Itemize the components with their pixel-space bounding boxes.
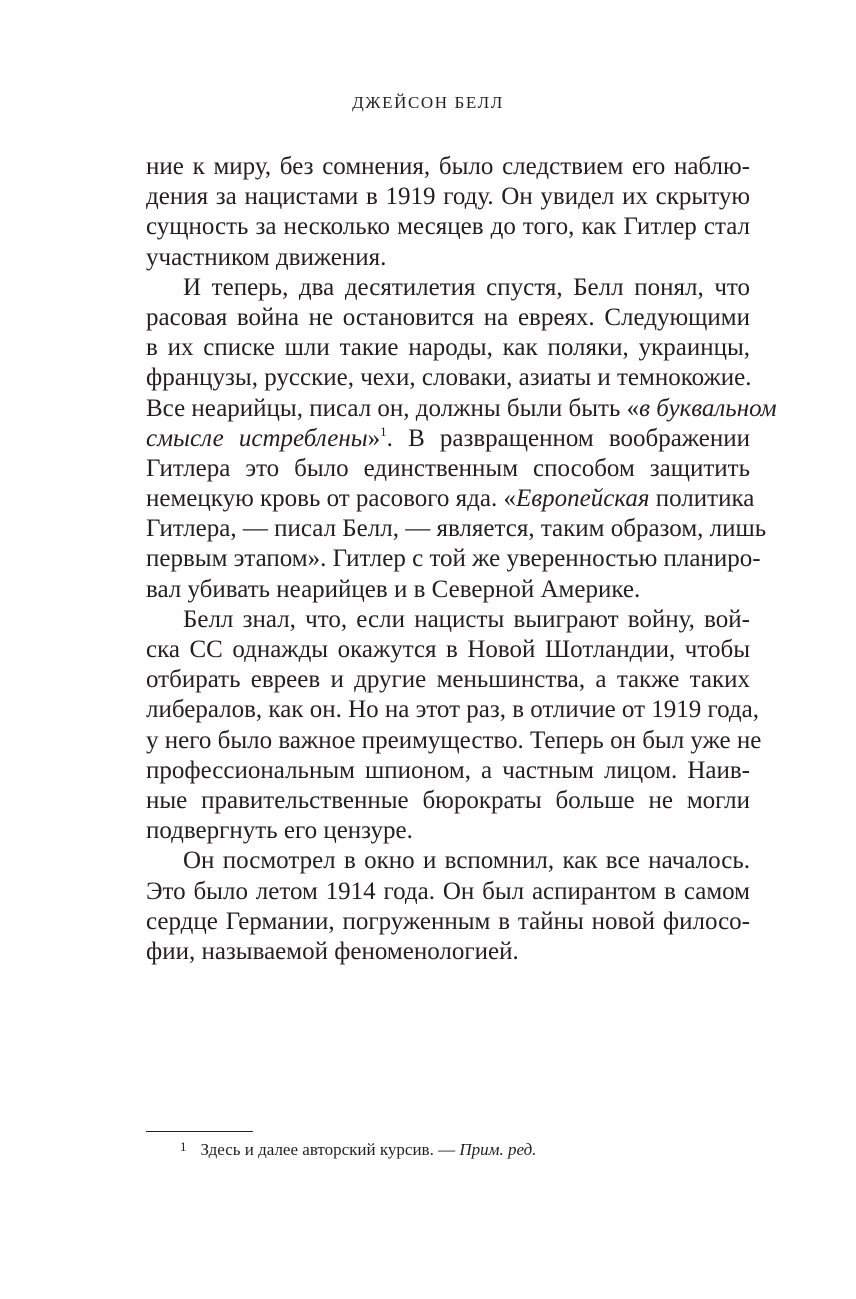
text-line: либералов, как он. Но на этот раз, в отличие от 1919 года, [146, 696, 760, 724]
text-line [146, 424, 750, 454]
text-line: отбирать евреев и другие меньшинства, а также таких [146, 666, 750, 694]
footnote-mark: 1 [180, 1139, 187, 1154]
footnote [180, 1139, 536, 1162]
text-line: первым этапом». Гитлер с той же уверенностью планиро- [146, 545, 761, 573]
text-run: » [367, 424, 381, 452]
body-text [146, 152, 777, 967]
text-line: Он посмотрел в окно и вспомнил, как все началось. [183, 847, 750, 875]
text-run: . В развращенном воображении [386, 424, 750, 452]
text-line: ска СС однажды окажутся в Новой Шотландии, чтобы [146, 636, 750, 663]
text-line: сердце Германии, погруженным в тайны новой филосо- [146, 907, 750, 935]
text-line: французы, русские, чехи, словаки, азиаты и темнокожие. [146, 364, 752, 392]
italic-run: Европейская [515, 485, 650, 513]
text-run: немецкую кровь от расового яда. « [146, 485, 516, 513]
text-line: Это было летом 1914 года. Он был аспирантом в самом [146, 877, 750, 905]
text-line: в их списке шли такие народы, как поляки, украинцы, [146, 334, 750, 362]
text-run: политика [649, 485, 755, 513]
text-run: Все неарийцы, писал он, должны были быть « [146, 394, 640, 422]
text-line: ние к миру, без сомнения, было следствием его наблю- [146, 153, 750, 180]
text-line: И теперь, два десятилетия спустя, Белл понял, что [183, 273, 750, 301]
text-line: сущность за несколько месяцев до того, как Гитлер стал [146, 213, 750, 241]
text-line: Белл знал, что, если нацисты выиграют войну, вой- [183, 605, 750, 633]
footnote-text [201, 1140, 537, 1159]
text-line: дения за нацистами в 1919 году. Он увидел их скрытую [146, 183, 750, 211]
text-line: расовая война не остановится на евреях. Следующими [146, 303, 750, 331]
text-line: подвергнуть его цензуре. [146, 817, 413, 845]
text-line: вал убивать неарийцев и в Северной Америке. [146, 575, 641, 603]
text-line [146, 484, 755, 514]
text-line [146, 394, 777, 424]
text-line: участником движения. [146, 243, 387, 271]
text-line: профессиональным шпионом, а частным лицом. Наив- [146, 756, 750, 784]
text-line: ные правительственные бюрократы больше не могли [146, 786, 750, 814]
italic-run: смысле истреблены [146, 424, 368, 452]
italic-run: Прим. ред. [459, 1140, 537, 1159]
italic-run: в буквальном [639, 394, 777, 422]
text-line: у него было важное преимущество. Теперь он был уже не [146, 726, 762, 754]
footnote-ref: 1 [380, 423, 387, 439]
text-line: фии, называемой феноменологией. [146, 937, 519, 965]
text-line: Гитлера это было единственным способом защитить [146, 454, 750, 482]
text-line: Гитлера, — писал Белл, — является, таким образом, лишь [146, 515, 767, 543]
footnote-divider [146, 1131, 253, 1132]
text-run: Здесь и далее авторский курсив. — [200, 1140, 460, 1159]
running-head: ДЖЕЙСОН БЕЛЛ [352, 93, 504, 112]
